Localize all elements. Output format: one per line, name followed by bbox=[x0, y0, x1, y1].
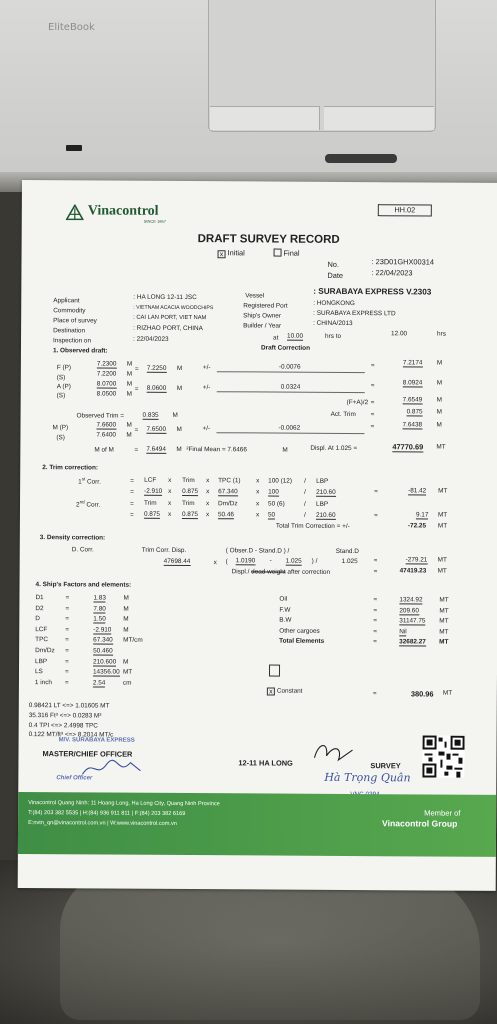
a-result-unit: M bbox=[436, 379, 443, 387]
ship-factor-value: 210.600 bbox=[93, 658, 117, 666]
m-of-m-unit: M bbox=[176, 445, 182, 453]
h1row-cell: LCF bbox=[144, 476, 157, 484]
brand-since: SINCE 1957 bbox=[143, 218, 166, 224]
r2row-cell: x bbox=[167, 510, 172, 518]
ship-element-eq: = bbox=[373, 638, 377, 646]
ship-factor-label: LCF bbox=[35, 625, 48, 633]
m-correction: -0.0062 bbox=[278, 424, 301, 432]
ship-factor-value: 1.50 bbox=[93, 615, 106, 623]
ship-factor-label: TPC bbox=[35, 636, 49, 644]
f-result: 7.2174 bbox=[402, 359, 423, 367]
f-correction: -0.0076 bbox=[278, 363, 301, 371]
record-no-label: No. bbox=[327, 259, 340, 269]
trim-corr-disp-value: 47698.44 bbox=[163, 557, 191, 566]
first-corr-eq: = bbox=[130, 477, 134, 485]
fa2-unit: M bbox=[436, 396, 443, 404]
surveyor-name-stamp: Hà Trọng Quân bbox=[324, 770, 411, 785]
r1row-cell: x bbox=[256, 488, 260, 496]
ship-element-eq: = bbox=[373, 606, 378, 614]
f-mean: 7.2250 bbox=[146, 364, 167, 372]
h2row-cell: / bbox=[304, 500, 306, 508]
time-hrs-to: hrs to bbox=[325, 332, 342, 340]
stand-d-value: 1.025 bbox=[341, 557, 358, 566]
applicant-value: : HA LONG 12-11 JSC bbox=[133, 293, 197, 302]
total-trim-correction-label: Total Trim Correction = +/- bbox=[275, 522, 350, 531]
first-correction-result: -81.42 bbox=[408, 487, 427, 495]
a-mean: 8.0600 bbox=[146, 384, 167, 392]
destination-value: : RIZHAO PORT, CHINA bbox=[133, 324, 203, 333]
as-label: (S) bbox=[56, 392, 66, 400]
first-corr-result-eq: = bbox=[374, 488, 378, 496]
second-correction-label bbox=[76, 499, 100, 508]
h2row-cell: Trim bbox=[182, 499, 195, 508]
m-pm: +/- bbox=[202, 425, 211, 433]
builder-label: Builder / Year bbox=[243, 322, 282, 330]
vessel-label: Vessel bbox=[245, 292, 265, 300]
trackpad-right-button bbox=[324, 106, 434, 130]
draft-survey-document bbox=[18, 180, 497, 891]
a-pm: +/- bbox=[202, 384, 211, 392]
fs-value: 7.2200 bbox=[96, 370, 117, 378]
ship-element-unit: MT bbox=[439, 638, 449, 647]
draft-correction-heading: Draft Correction bbox=[260, 344, 311, 352]
observed-trim-unit: M bbox=[172, 411, 178, 419]
ship-factor-unit: M bbox=[123, 605, 129, 613]
ship-factor-eq: = bbox=[65, 636, 69, 644]
brand-name: Vinacontrol bbox=[87, 203, 159, 219]
fa2-value: 7.6549 bbox=[402, 396, 423, 404]
ship-factor-value: 1.83 bbox=[93, 594, 106, 602]
r1row-cell: 0.875 bbox=[182, 487, 199, 496]
footer-member-of: Member of bbox=[424, 808, 461, 818]
density-result-eq: = bbox=[373, 557, 378, 565]
date-value: : 22/04/2023 bbox=[371, 268, 413, 278]
section-ship-factors-heading: 4. Ship's Factors and elements: bbox=[35, 581, 132, 589]
applicant-party-label: 12-11 HA LONG bbox=[238, 758, 293, 768]
ship-factor-unit: M bbox=[123, 615, 129, 623]
r2row-cell: 50.46 bbox=[217, 511, 234, 519]
r2row-cell: 50 bbox=[267, 511, 276, 519]
constant-check-mark: x bbox=[267, 688, 275, 696]
displ-after-correction-label bbox=[232, 568, 330, 576]
act-trim-equals: = bbox=[370, 411, 375, 419]
second-corr-eq2: = bbox=[129, 511, 134, 519]
document-footer bbox=[18, 792, 496, 857]
ship-factor-unit: M bbox=[123, 626, 129, 634]
second-correction-result: 9.17 bbox=[415, 511, 429, 519]
chief-officer-stamp: Chief Officer bbox=[56, 775, 93, 782]
qr-code-icon bbox=[422, 735, 464, 777]
time-from: 10.00 bbox=[287, 332, 304, 340]
footer-branch: Vinacontrol Quang Ninh: 11 Hoang Long, Ha Long City, Quang Ninh Province bbox=[28, 800, 220, 808]
place-label: Place of survey bbox=[53, 317, 97, 325]
ship-factor-unit: cm bbox=[122, 679, 132, 687]
ship-factor-unit: M bbox=[123, 594, 129, 602]
initial-checkbox bbox=[218, 248, 245, 258]
r2row-cell: 0.875 bbox=[181, 510, 198, 519]
ship-element-label: Other cargoes bbox=[279, 627, 320, 635]
ship-factor-value: 14356.00 bbox=[92, 668, 120, 676]
master-chief-officer-label: MASTER/CHIEF OFFICER bbox=[42, 749, 133, 759]
ship-element-eq: = bbox=[373, 627, 378, 635]
ship-factor-label: 1 inch bbox=[34, 678, 53, 686]
commodity-value: : VIETNAM ACACIA WOODCHIPS bbox=[133, 304, 214, 312]
ship-owner-label: Ship's Owner bbox=[243, 312, 282, 320]
r1row-cell: 210.60 bbox=[316, 488, 336, 496]
ship-factor-eq: = bbox=[65, 594, 70, 602]
ship-element-unit: MT bbox=[439, 596, 449, 604]
h2row-cell: Trim bbox=[144, 499, 157, 507]
m-of-m-equals: = bbox=[134, 446, 139, 454]
ship-factor-eq: = bbox=[64, 668, 69, 676]
h2row-cell: Dm/Dz bbox=[218, 500, 238, 508]
ship-element-unit: MT bbox=[439, 628, 449, 636]
r1row-cell: x bbox=[206, 488, 210, 496]
f-pm: +/- bbox=[202, 364, 211, 372]
displ-after-prefix: Displ./ bbox=[231, 568, 250, 576]
form-code: HH.02 bbox=[378, 204, 432, 216]
mp-value: 7.6600 bbox=[96, 421, 117, 429]
final-checkbox bbox=[274, 249, 300, 258]
ap-unit: M bbox=[126, 380, 133, 388]
record-no-value: : 23D01GHX00314 bbox=[371, 257, 434, 267]
ship-factor-value: 67.340 bbox=[93, 636, 113, 644]
ship-factor-unit: MT/cm bbox=[123, 637, 143, 645]
m-correction-line bbox=[216, 432, 364, 434]
m-equals: = bbox=[134, 426, 139, 434]
ship-owner-value: : SURABAYA EXPRESS LTD bbox=[313, 309, 396, 318]
r2row-cell: 0.875 bbox=[143, 510, 160, 518]
second-corr-number: 2 bbox=[75, 501, 80, 509]
ship-element-label: F.W bbox=[279, 606, 291, 614]
conversion-1: 0.98421 LT <=> 1.01605 MT bbox=[28, 702, 110, 710]
surveyor-signature bbox=[308, 738, 358, 764]
first-corr-unit: MT bbox=[438, 487, 448, 495]
ship-factor-label: D2 bbox=[35, 604, 44, 612]
ship-element-value: 32682.27 bbox=[399, 638, 426, 646]
m-result-unit: M bbox=[436, 421, 442, 429]
fp-label: F (P) bbox=[56, 364, 72, 372]
observed-trim-label: Observed Trim = bbox=[76, 412, 125, 420]
ship-factor-eq: = bbox=[64, 679, 69, 687]
ship-element-value: 31147.75 bbox=[399, 617, 426, 625]
f-result-equals: = bbox=[370, 362, 375, 370]
place-value: : CAI LAN PORT, VIET NAM bbox=[133, 314, 207, 322]
density-result-unit: MT bbox=[437, 556, 447, 564]
h2row-cell: 50 (6) bbox=[268, 500, 285, 508]
section-observed-draft-heading: 1. Observed draft: bbox=[52, 347, 108, 355]
r2row-cell: x bbox=[255, 511, 260, 519]
stand-d-header: Stand.D bbox=[335, 547, 359, 556]
h1row-cell: x bbox=[168, 476, 172, 484]
ship-factor-label: Dm/Dz bbox=[35, 647, 55, 655]
ship-element-label: B.W bbox=[279, 616, 292, 624]
date-label: Date bbox=[327, 270, 344, 280]
ship-element-value: Nil bbox=[399, 628, 407, 636]
m-result-equals: = bbox=[370, 423, 375, 431]
ship-factor-eq: = bbox=[65, 626, 70, 634]
vessel-value: : SURABAYA EXPRESS V.2303 bbox=[313, 286, 432, 297]
footer-contacts: E:nvtn_qn@vinacontrol.com.vn | W:www.vinacontrol.com.vn bbox=[28, 820, 177, 827]
h1row-cell: 100 (12) bbox=[268, 477, 292, 485]
observed-density: 1.0190 bbox=[235, 557, 256, 565]
displ-after-eq: = bbox=[373, 568, 378, 576]
inspection-label: Inspection on bbox=[52, 337, 92, 345]
displacement-unit: MT bbox=[436, 443, 446, 451]
mp-unit: M bbox=[126, 421, 132, 429]
f-equals: = bbox=[134, 365, 139, 373]
initial-checkbox-mark: x bbox=[218, 250, 226, 258]
vinacontrol-logo-icon bbox=[66, 204, 84, 220]
density-times: x bbox=[213, 559, 217, 567]
m-mean-unit: M bbox=[176, 425, 182, 433]
ap-label: A (P) bbox=[56, 383, 71, 391]
footer-group: Vinacontrol Group bbox=[382, 818, 458, 829]
ship-element-label: Total Elements bbox=[279, 637, 325, 646]
section-trim-correction-heading: 2. Trim correction: bbox=[42, 464, 99, 472]
ship-factor-value: 7.80 bbox=[93, 605, 106, 613]
ship-stamp: M/V. SURABAYA EXPRESS bbox=[58, 737, 135, 744]
destination-label: Destination bbox=[53, 327, 86, 335]
final-label: Final bbox=[283, 248, 300, 258]
mp-label: M (P) bbox=[52, 424, 69, 432]
laptop-palmrest bbox=[0, 0, 497, 185]
ship-factor-eq: = bbox=[65, 615, 70, 623]
act-trim-value: 0.875 bbox=[406, 408, 423, 416]
h2row-cell: x bbox=[168, 499, 172, 507]
fs-label: (S) bbox=[56, 374, 66, 382]
ship-element-label: Oil bbox=[279, 595, 288, 603]
constant-eq: = bbox=[372, 690, 377, 698]
r1row-cell: 67.340 bbox=[218, 488, 238, 496]
as-unit: M bbox=[126, 390, 133, 398]
time-to: 12.00 bbox=[391, 330, 408, 338]
ms-unit: M bbox=[126, 431, 132, 439]
final-mean-unit: M bbox=[282, 446, 288, 454]
initial-label: Initial bbox=[227, 248, 245, 258]
inspection-value: : 22/04/2023 bbox=[133, 335, 169, 343]
ship-factor-value: 50.460 bbox=[93, 647, 113, 655]
ship-element-eq: = bbox=[373, 596, 378, 604]
h1row-cell: TPC (1) bbox=[218, 477, 241, 485]
trim-corr-disp-header: Trim Corr. Disp. bbox=[141, 546, 187, 555]
fa2-equals: = bbox=[370, 399, 375, 407]
h1row-cell: / bbox=[304, 477, 306, 485]
r1row-cell: x bbox=[168, 487, 172, 495]
footer-phones: T:(84) 203 382 5535 | H:(84) 936 911 811 | F:(84) 203 382 6169 bbox=[28, 810, 186, 818]
trackpad bbox=[208, 0, 436, 132]
d-corr-label: D. Corr. bbox=[71, 546, 94, 554]
constant-label: Constant bbox=[276, 687, 303, 695]
ship-factor-value: -2.910 bbox=[93, 626, 112, 634]
first-corr-eq2: = bbox=[130, 488, 134, 496]
displ-after-suffix: after correction bbox=[287, 568, 331, 576]
ship-factor-label: D1 bbox=[35, 594, 44, 602]
h1row-cell: x bbox=[256, 477, 260, 485]
a-equals: = bbox=[134, 385, 139, 393]
laptop-brand-label: EliteBook bbox=[48, 22, 95, 33]
displ-after-correction-value: 47419.23 bbox=[399, 567, 427, 575]
a-correction: 0.0324 bbox=[280, 383, 301, 391]
commodity-label: Commodity bbox=[53, 307, 86, 315]
r2row-cell: / bbox=[303, 511, 306, 519]
displacement-value: 47770.69 bbox=[392, 442, 424, 452]
ship-factor-unit: M bbox=[123, 658, 129, 666]
m-of-m-label: M of M bbox=[94, 446, 114, 454]
second-corr-unit: MT bbox=[437, 511, 448, 519]
section-density-correction-heading: 3. Density correction: bbox=[39, 534, 106, 542]
fa2-label: (F+A)/2 bbox=[346, 398, 369, 407]
ms-label: (S) bbox=[56, 434, 65, 442]
ship-factor-unit: MT bbox=[122, 668, 133, 676]
a-result-equals: = bbox=[370, 382, 375, 390]
ship-factor-label: LBP bbox=[35, 657, 48, 665]
a-result: 8.0924 bbox=[402, 379, 423, 387]
a-mean-unit: M bbox=[176, 384, 183, 392]
h1row-cell: x bbox=[206, 477, 210, 485]
time-at-label: at bbox=[273, 334, 279, 342]
ship-element-unit: MT bbox=[439, 617, 449, 625]
second-corr-sup: nd bbox=[79, 499, 85, 505]
r1row-cell: / bbox=[304, 488, 306, 496]
standard-density: 1.025 bbox=[285, 557, 302, 565]
density-close: ) / bbox=[311, 557, 318, 565]
ship-element-unit: MT bbox=[439, 607, 449, 615]
density-correction-result: -279.21 bbox=[405, 556, 428, 564]
act-trim-unit: M bbox=[436, 408, 442, 416]
observed-trim-value: 0.835 bbox=[142, 411, 159, 419]
applicant-label: Applicant bbox=[53, 297, 80, 305]
final-mean: ²Final Mean = 7.6466 bbox=[186, 446, 247, 454]
surveyor-label: SURVEY bbox=[370, 761, 401, 771]
ship-factor-value: 2.54 bbox=[92, 679, 106, 687]
fs-unit: M bbox=[126, 370, 133, 378]
ship-factor-eq: = bbox=[65, 604, 70, 612]
m-result: 7.6438 bbox=[402, 421, 423, 429]
constant-value: 380.96 bbox=[410, 689, 434, 699]
ms-value: 7.6400 bbox=[96, 431, 117, 439]
as-value: 8.0500 bbox=[96, 390, 117, 398]
laptop-latch bbox=[325, 154, 397, 163]
h2row-cell: x bbox=[256, 500, 260, 508]
second-corr-eq: = bbox=[130, 500, 134, 508]
act-trim-label: Act. Trim bbox=[330, 410, 356, 419]
constant-checkbox bbox=[267, 688, 303, 696]
conversion-3: 0.4 TPI <=> 2.4998 TPC bbox=[28, 722, 98, 730]
ship-factor-label: D bbox=[35, 615, 40, 623]
registered-port-value: : HONGKONG bbox=[313, 299, 355, 308]
ap-value: 8.0700 bbox=[96, 380, 117, 388]
first-corr-number: 1 bbox=[78, 478, 82, 486]
fp-value: 7.2300 bbox=[96, 360, 117, 368]
h2row-cell: x bbox=[206, 500, 210, 508]
indicator-light bbox=[66, 145, 82, 151]
r2row-cell: 210.60 bbox=[315, 511, 336, 519]
r1row-cell: 100 bbox=[268, 488, 279, 496]
density-minus: - bbox=[269, 557, 272, 565]
f-correction-line bbox=[217, 371, 365, 373]
trackpad-left-button bbox=[210, 106, 320, 130]
conversion-2: 35.316 Ft³ <=> 0.0283 M³ bbox=[28, 712, 102, 720]
h1row-cell: LBP bbox=[316, 477, 329, 485]
displacement-label: Displ. At 1.025 = bbox=[310, 444, 358, 453]
density-open-paren: ( bbox=[225, 558, 228, 566]
time-hrs: hrs bbox=[437, 330, 446, 338]
first-corr-sup: st bbox=[81, 476, 86, 482]
fp-unit: M bbox=[126, 360, 133, 368]
ship-element-value: 1324.92 bbox=[399, 596, 423, 604]
a-correction-line bbox=[217, 391, 365, 393]
r2row-cell: x bbox=[205, 511, 210, 519]
h1row-cell: Trim bbox=[182, 476, 195, 485]
ship-factor-eq: = bbox=[65, 647, 69, 655]
final-checkbox-box bbox=[274, 249, 282, 257]
first-correction-label bbox=[78, 476, 101, 485]
total-trim-correction-value: -72.25 bbox=[407, 522, 427, 530]
fabric-fold bbox=[60, 870, 480, 1020]
m-mean: 7.6500 bbox=[146, 425, 167, 433]
master-signature bbox=[78, 756, 148, 780]
page-title: DRAFT SURVEY RECORD bbox=[197, 233, 340, 246]
constant-unit: MT bbox=[442, 689, 453, 697]
blank-checkbox bbox=[269, 665, 280, 677]
r1row-cell: -2.910 bbox=[144, 487, 163, 495]
registered-port-label: Registered Port bbox=[243, 302, 288, 310]
builder-value: : CHINA/2013 bbox=[313, 319, 353, 328]
density-diff-header: ( Obser.D - Stand.D ) / bbox=[225, 547, 290, 555]
displ-after-unit: MT bbox=[437, 567, 447, 575]
ship-factor-eq: = bbox=[65, 657, 69, 665]
ship-element-eq: = bbox=[373, 617, 378, 625]
f-result-unit: M bbox=[436, 359, 443, 367]
h2row-cell: LBP bbox=[316, 500, 329, 508]
second-corr-word: Corr. bbox=[86, 501, 101, 509]
total-trim-unit: MT bbox=[437, 522, 448, 530]
conversion-4: 0.122 MT/ft³ <=> 8.2014 MT/c bbox=[28, 731, 114, 739]
f-mean-unit: M bbox=[176, 364, 183, 372]
ship-element-value: 209.60 bbox=[399, 606, 419, 615]
ship-factor-label: LS bbox=[34, 668, 43, 676]
displ-after-strike: dead weight bbox=[251, 568, 286, 576]
first-corr-word: Corr. bbox=[86, 478, 101, 486]
second-corr-result-eq: = bbox=[373, 512, 378, 520]
m-of-m-value: 7.6494 bbox=[146, 445, 166, 453]
